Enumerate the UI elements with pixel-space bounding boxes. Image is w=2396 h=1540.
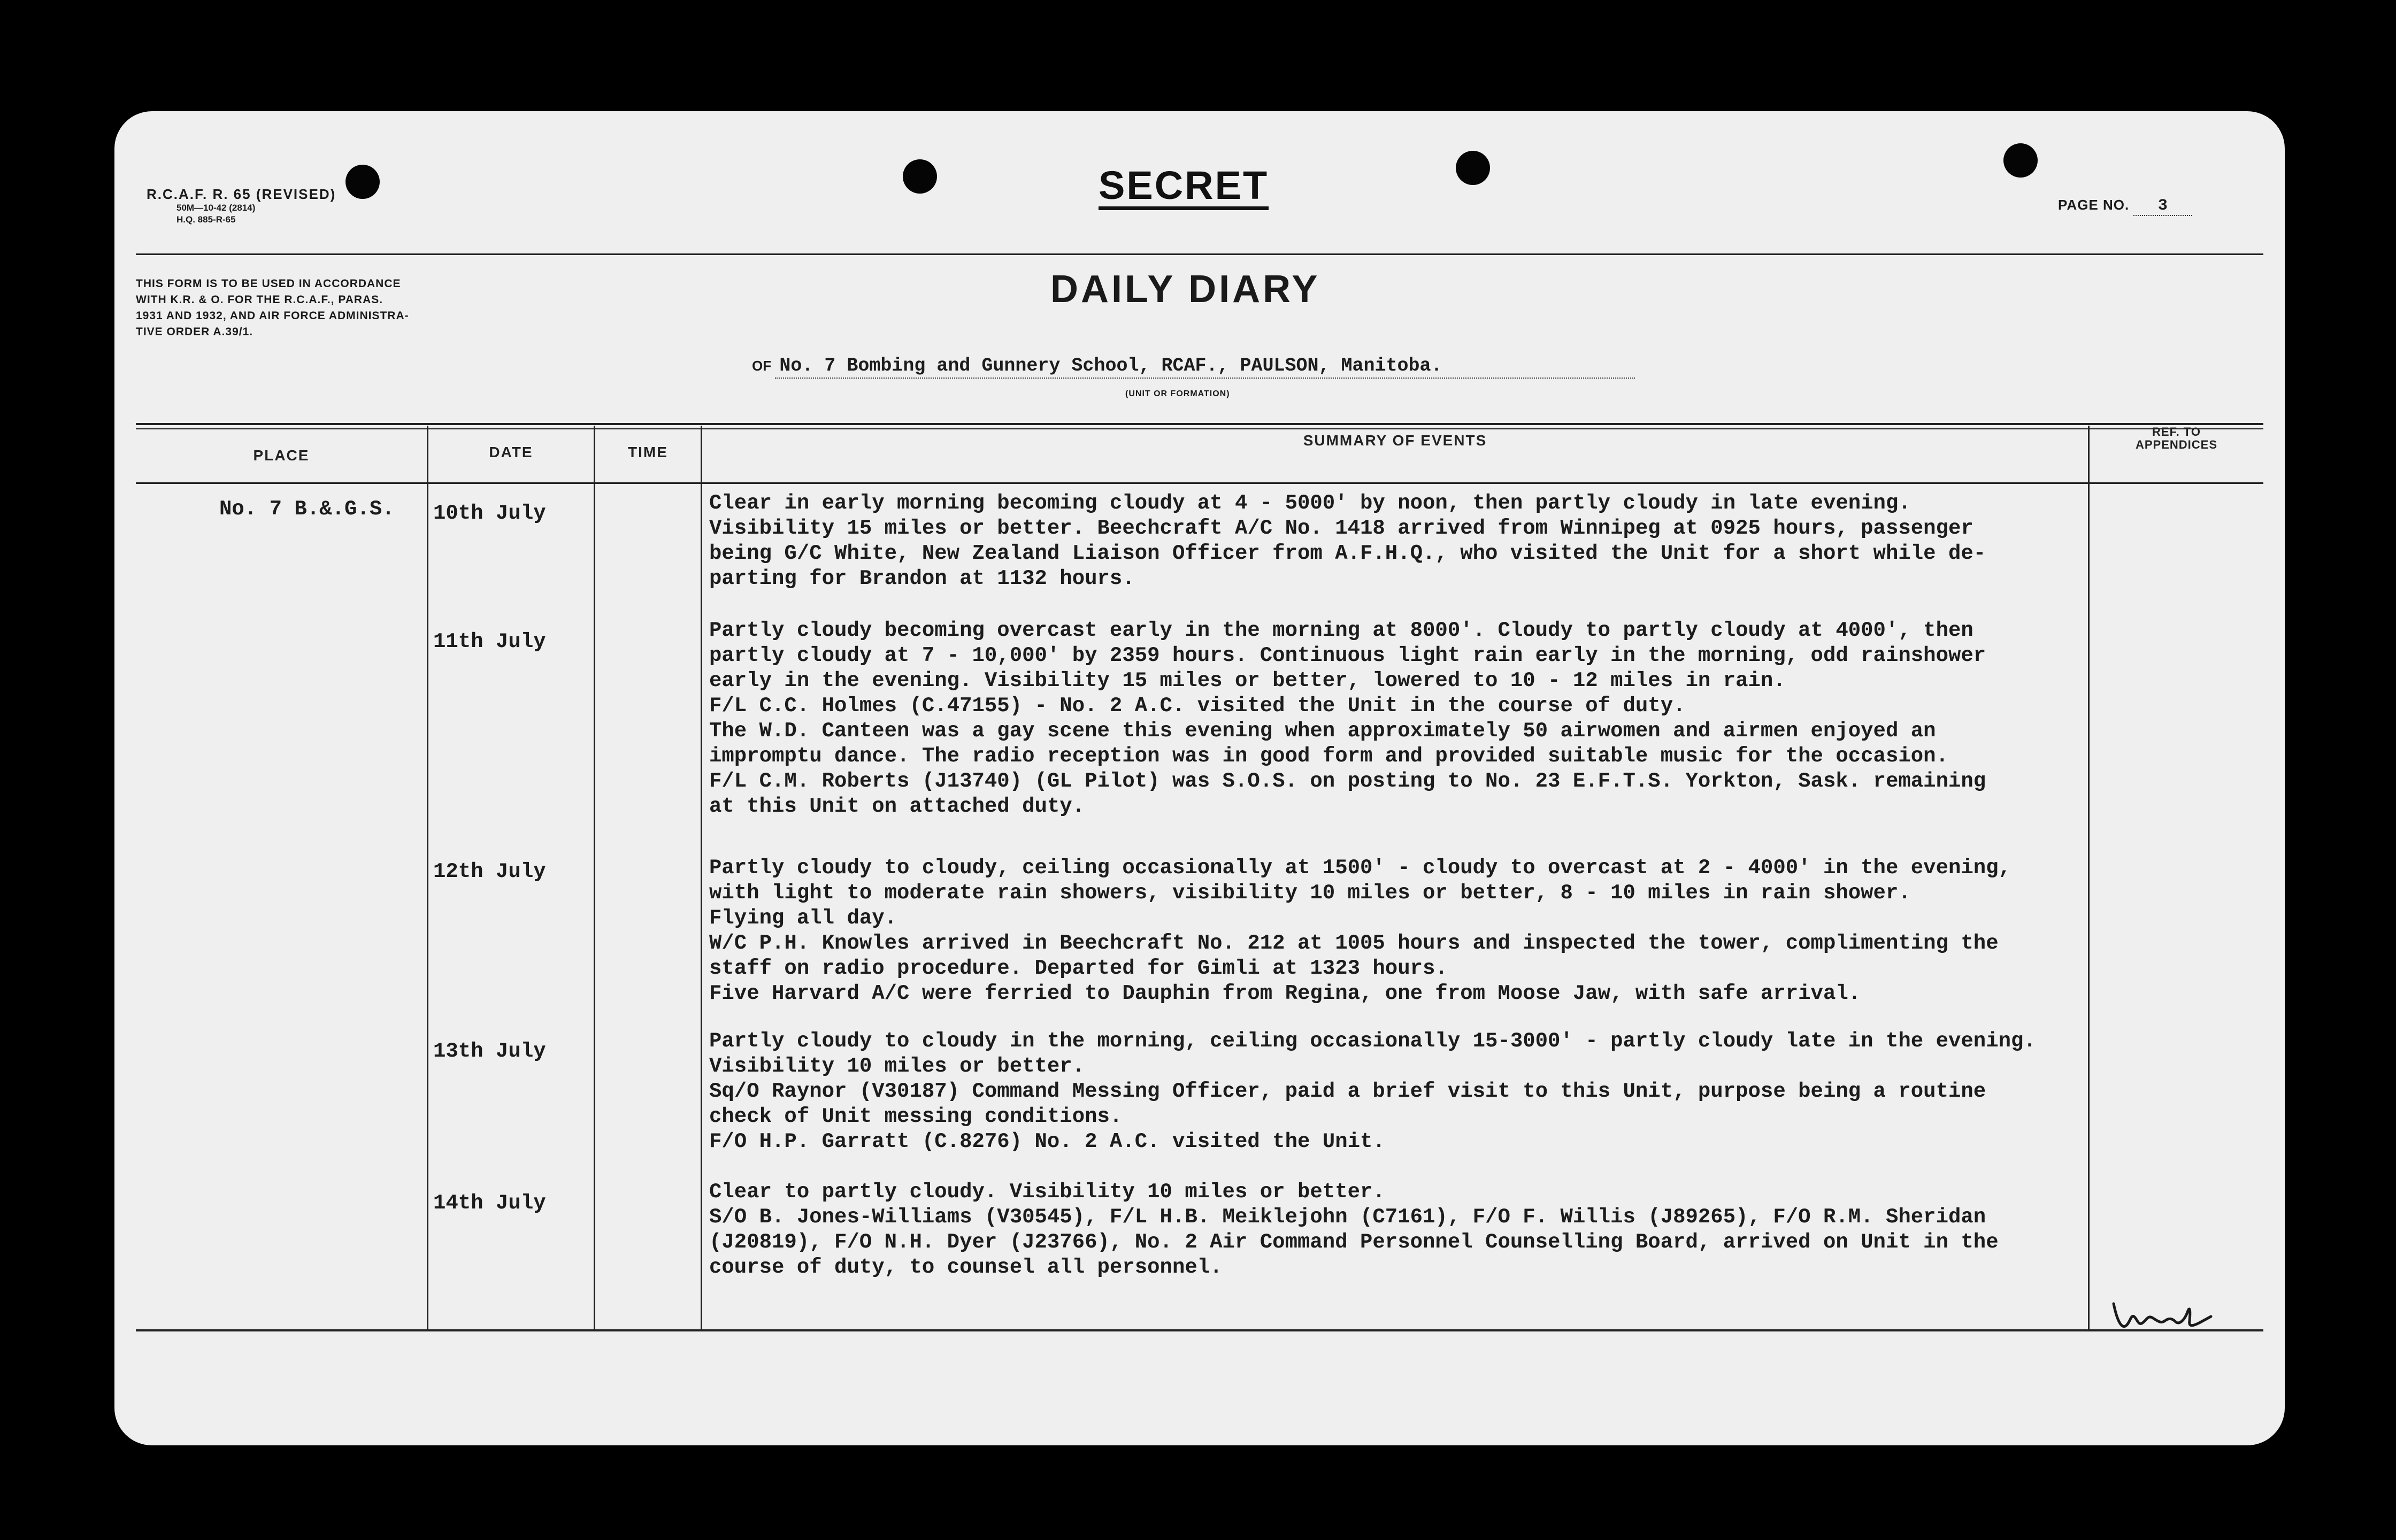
column-header-place: PLACE — [253, 447, 310, 464]
column-divider — [2088, 426, 2090, 1329]
entry-summary — [709, 491, 2068, 591]
summary-line: F/O H.P. Garratt (C.8276) No. 2 A.C. visited the Unit. — [709, 1130, 1385, 1153]
entry-summary — [709, 618, 2068, 819]
unit-caption: (UNIT OR FORMATION) — [1125, 389, 1230, 398]
entry-date: 14th July — [433, 1191, 546, 1215]
entry-summary — [709, 1180, 2068, 1280]
header-divider — [136, 253, 2263, 255]
form-code-line: R.C.A.F. R. 65 (REVISED) — [147, 186, 336, 202]
classification-heading: SECRET — [1099, 165, 1269, 210]
summary-line: being G/C White, New Zealand Liaison Officer from A.F.H.Q., who visited the Unit for a short while de- — [709, 542, 1986, 565]
summary-line: Visibility 15 miles or better. Beechcraft A/C No. 1418 arrived from Winnipeg at 0925 hours, passenger — [709, 517, 1973, 540]
punch-hole — [1456, 151, 1490, 185]
summary-line: Partly cloudy to cloudy, ceiling occasionally at 1500' - cloudy to overcast at 2 - 4000' in the evening, — [709, 856, 2011, 880]
page-number-label: PAGE NO. — [2058, 197, 2130, 213]
summary-line: parting for Brandon at 1132 hours. — [709, 567, 1135, 590]
table-top-rule — [136, 423, 2263, 425]
column-divider — [427, 426, 428, 1329]
summary-line: Sq/O Raynor (V30187) Command Messing Officer, paid a brief visit to this Unit, purpose being a routine — [709, 1080, 1986, 1103]
entry-date: 11th July — [433, 630, 546, 653]
punch-hole — [2003, 143, 2038, 178]
form-code — [147, 186, 336, 226]
summary-line: Partly cloudy to cloudy in the morning, ceiling occasionally 15-3000' - partly cloudy late in the evening. — [709, 1029, 2036, 1053]
summary-line: Clear in early morning becoming cloudy at 4 - 5000' by noon, then partly cloudy in late evening. — [709, 491, 1911, 515]
summary-line: with light to moderate rain showers, visibility 10 miles or better, 8 - 10 miles in rain shower. — [709, 881, 1911, 905]
summary-line: staff on radio procedure. Departed for Gimli at 1323 hours. — [709, 957, 1448, 980]
handwritten-initials — [2109, 1293, 2216, 1336]
summary-line: impromptu dance. The radio reception was in good form and provided suitable music for the occasion. — [709, 744, 1948, 768]
place-cell: No. 7 B.&.G.S. — [219, 497, 395, 521]
column-header-summary: SUMMARY OF EVENTS — [1303, 432, 1487, 449]
summary-line: Visibility 10 miles or better. — [709, 1054, 1085, 1078]
column-header-rule — [136, 482, 2263, 484]
form-code-line: H.Q. 885-R-65 — [176, 214, 236, 225]
instruction-line: THIS FORM IS TO BE USED IN ACCORDANCE — [136, 278, 401, 290]
column-header-date: DATE — [489, 444, 533, 460]
page-number-field — [2058, 197, 2192, 216]
unit-of-label: OF — [752, 358, 772, 374]
summary-line: W/C P.H. Knowles arrived in Beechcraft No. 212 at 1005 hours and inspected the tower, complimenting the — [709, 931, 1999, 955]
diary-sheet — [114, 111, 2285, 1445]
instruction-line: TIVE ORDER A.39/1. — [136, 326, 254, 338]
form-code-line: 50M—10-42 (2814) — [176, 203, 256, 213]
column-header-appendices-line: REF. TO — [2152, 425, 2201, 438]
summary-line: F/L C.M. Roberts (J13740) (GL Pilot) was S.O.S. on posting to No. 23 E.F.T.S. Yorkton, Sask. remaining — [709, 769, 1986, 793]
punch-hole — [345, 165, 380, 199]
entry-date: 13th July — [433, 1040, 546, 1063]
entry-summary — [709, 856, 2068, 1006]
summary-line: at this Unit on attached duty. — [709, 795, 1085, 818]
instruction-line: 1931 AND 1932, AND AIR FORCE ADMINISTRA- — [136, 310, 409, 322]
unit-line — [752, 355, 1635, 379]
summary-line: early in the evening. Visibility 15 miles or better, lowered to 10 - 12 miles in rain. — [709, 669, 1786, 692]
summary-line: Five Harvard A/C were ferried to Dauphin from Regina, one from Moose Jaw, with safe arrival. — [709, 982, 1861, 1005]
column-header-appendices-line: APPENDICES — [2135, 438, 2218, 451]
summary-line: The W.D. Canteen was a gay scene this evening when approximately 50 airwomen and airmen enjoyed an — [709, 719, 1936, 743]
entry-date: 10th July — [433, 502, 546, 525]
column-divider — [594, 426, 595, 1329]
entry-summary — [709, 1029, 2068, 1154]
table-bottom-rule — [136, 1329, 2263, 1331]
table-top-rule — [136, 428, 2263, 429]
instruction-line: WITH K.R. & O. FOR THE R.C.A.F., PARAS. — [136, 294, 383, 306]
punch-hole — [903, 159, 937, 194]
column-divider — [701, 426, 702, 1329]
unit-name: No. 7 Bombing and Gunnery School, RCAF., PAULSON, Manitoba. — [775, 355, 1635, 379]
summary-line: Flying all day. — [709, 906, 897, 930]
summary-line: partly cloudy at 7 - 10,000' by 2359 hours. Continuous light rain early in the morning, odd rainshower — [709, 644, 1986, 667]
summary-line: S/O B. Jones-Williams (V30545), F/L H.B. Meiklejohn (C7161), F/O F. Willis (J89265), F/O R.M. Sheridan — [709, 1205, 1986, 1229]
diary-title: DAILY DIARY — [1050, 268, 1320, 311]
column-header-time: TIME — [628, 444, 668, 460]
page-number-value: 3 — [2133, 197, 2192, 216]
summary-line: (J20819), F/O N.H. Dyer (J23766), No. 2 Air Command Personnel Counselling Board, arrived on Unit in the — [709, 1230, 1999, 1254]
summary-line: Clear to partly cloudy. Visibility 10 miles or better. — [709, 1180, 1385, 1204]
summary-line: Partly cloudy becoming overcast early in the morning at 8000'. Cloudy to partly cloudy at 4000', then — [709, 619, 1973, 642]
summary-line: check of Unit messing conditions. — [709, 1105, 1123, 1128]
entry-date: 12th July — [433, 860, 546, 883]
form-instructions — [136, 276, 409, 340]
column-header-appendices — [2090, 426, 2263, 451]
summary-line: course of duty, to counsel all personnel. — [709, 1256, 1223, 1279]
summary-line: F/L C.C. Holmes (C.47155) - No. 2 A.C. visited the Unit in the course of duty. — [709, 694, 1686, 718]
